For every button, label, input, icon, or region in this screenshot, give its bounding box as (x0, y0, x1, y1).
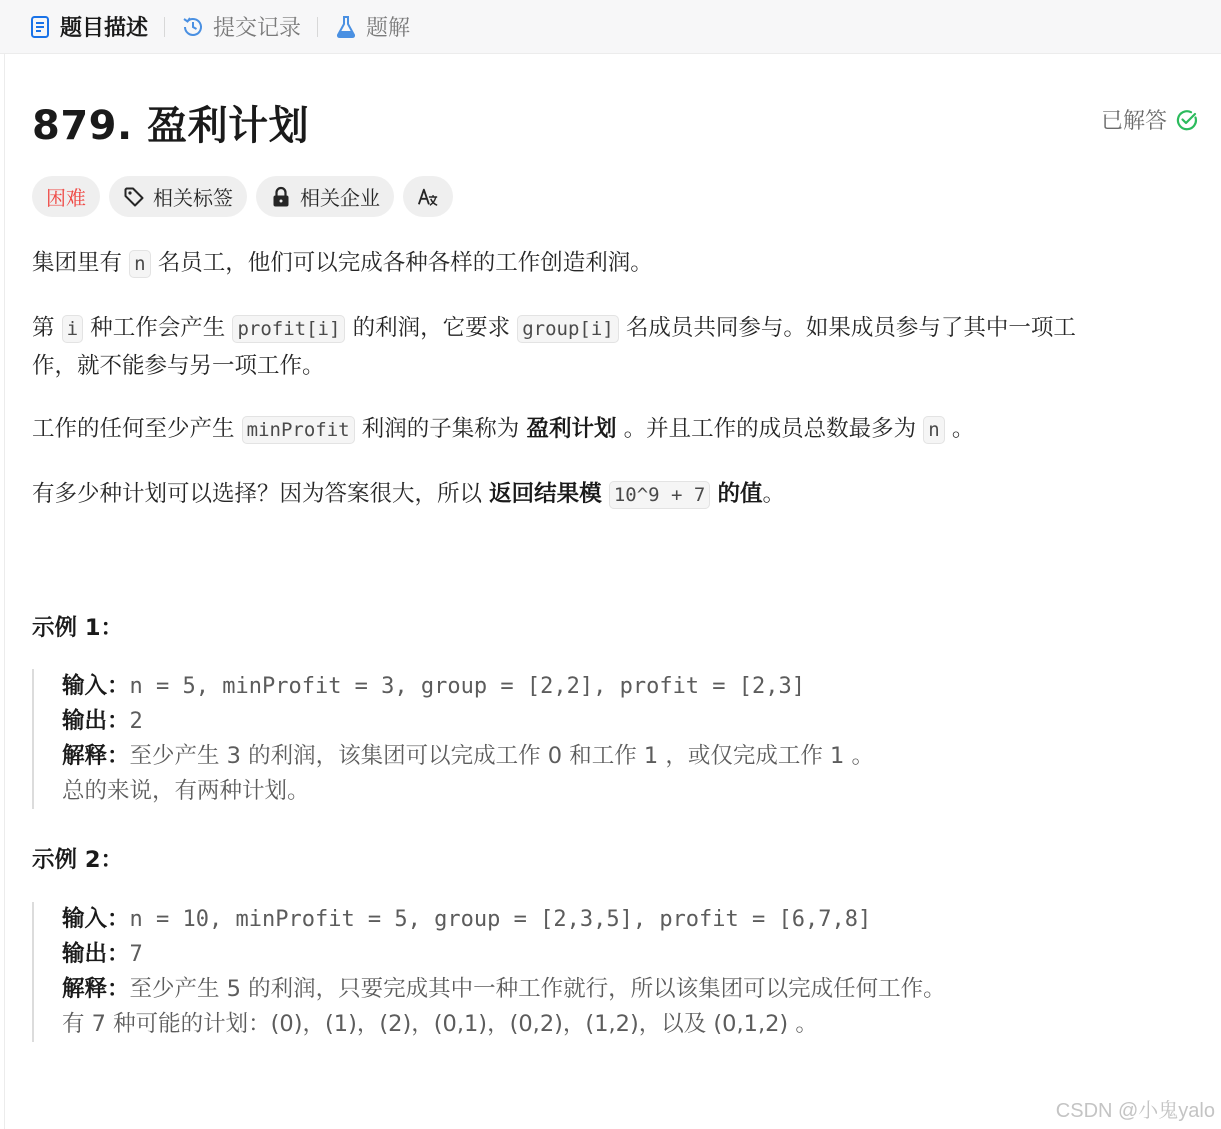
translate-icon (417, 186, 439, 208)
solved-status-label: 已解答 (1100, 109, 1167, 134)
description-paragraph-3 (32, 411, 1182, 449)
text: 有多少种计划可以选择？因为答案很大，所以 (32, 481, 483, 507)
problem-title[interactable]: 879. 盈利计划 (32, 103, 310, 149)
value: 至少产生 5 的利润，只要完成其中一种工作就行，所以该集团可以完成任何工作。 (129, 976, 946, 1002)
label: 输出： (62, 941, 130, 967)
label: 解释： (62, 976, 130, 1002)
check-circle-icon (1175, 108, 1199, 132)
example-input (62, 669, 874, 704)
tab-solutions-label: 题解 (366, 16, 411, 41)
translate-button[interactable] (403, 176, 453, 217)
example-1-block (32, 669, 874, 809)
example-explanation (62, 972, 946, 1007)
text: 。 (951, 416, 975, 442)
label: 解释： (62, 743, 130, 769)
text: 种工作会产生 (90, 315, 226, 341)
tab-divider (164, 17, 165, 37)
watermark: CSDN @小鬼yalo (1055, 1100, 1215, 1122)
example-1-title: 示例 1： (32, 615, 123, 641)
related-companies-button[interactable] (256, 176, 394, 217)
bold-text: 的值 (717, 481, 763, 507)
related-topics-button[interactable] (109, 176, 247, 217)
tab-submissions-label: 提交记录 (213, 16, 302, 41)
description-paragraph-1 (32, 245, 1182, 283)
lock-icon (270, 186, 292, 208)
text: 作，就不能参与另一项工作。 (32, 353, 325, 379)
label: 输入： (62, 906, 130, 932)
value: 至少产生 3 的利润，该集团可以完成工作 0 和工作 1 ，或仅完成工作 1 。 (129, 743, 874, 769)
tab-submissions[interactable] (181, 0, 301, 54)
tag-icon (123, 186, 145, 208)
description-paragraph-2 (32, 310, 1182, 385)
text: 利润的子集称为 (361, 416, 520, 442)
text: 集团里有 (32, 250, 123, 276)
example-explanation (62, 739, 874, 774)
example-2-block (32, 902, 946, 1042)
value: n = 5, minProfit = 3, group = [2,2], profit = [2,3] (129, 674, 806, 699)
text: 第 (32, 315, 55, 341)
bold-text: 返回结果模 (489, 481, 602, 507)
inline-code: i (62, 315, 83, 343)
text: 。并且工作的成员总数最多为 (623, 416, 917, 442)
tab-divider (317, 17, 318, 37)
related-companies-label: 相关企业 (300, 186, 380, 210)
panel-border (4, 54, 5, 1129)
difficulty-badge[interactable]: 困难 (32, 176, 100, 217)
text: 工作的任何至少产生 (32, 416, 235, 442)
tab-description[interactable] (28, 0, 148, 54)
description-icon (28, 15, 52, 39)
inline-code: n (129, 250, 150, 278)
text: 。 (762, 481, 786, 507)
text: 名成员共同参与。如果成员参与了其中一项工 (625, 315, 1076, 341)
tab-description-label: 题目描述 (60, 16, 149, 41)
inline-code: n (923, 416, 944, 444)
tab-bar (0, 0, 1221, 54)
solved-status (1101, 104, 1199, 135)
inline-code: group[i] (517, 315, 619, 343)
bold-text: 盈利计划 (526, 416, 617, 442)
history-icon (181, 15, 205, 39)
text: 名员工，他们可以完成各种各样的工作创造利润。 (157, 250, 653, 276)
example-2-title: 示例 2： (32, 847, 123, 873)
value: 7 (129, 942, 143, 967)
example-input (62, 902, 946, 937)
inline-code: profit[i] (232, 315, 345, 343)
example-output (62, 704, 874, 739)
value: n = 10, minProfit = 5, group = [2,3,5], profit = [6,7,8] (129, 907, 872, 932)
inline-code: 10^9 + 7 (609, 481, 711, 509)
inline-code: minProfit (242, 416, 355, 444)
example-explanation-cont: 总的来说，有两种计划。 (62, 778, 310, 804)
label: 输出： (62, 708, 130, 734)
related-topics-label: 相关标签 (153, 186, 233, 210)
text: 的利润，它要求 (352, 315, 511, 341)
description-paragraph-4 (32, 476, 1182, 514)
example-explanation-cont: 有 7 种可能的计划：(0)，(1)，(2)，(0,1)，(0,2)，(1,2)，以及 (0,1,2) 。 (62, 1011, 818, 1037)
example-output (62, 937, 946, 972)
label: 输入： (62, 673, 130, 699)
tab-solutions[interactable] (334, 0, 410, 54)
flask-icon (334, 15, 358, 39)
value: 2 (129, 709, 143, 734)
tag-row (32, 176, 453, 217)
